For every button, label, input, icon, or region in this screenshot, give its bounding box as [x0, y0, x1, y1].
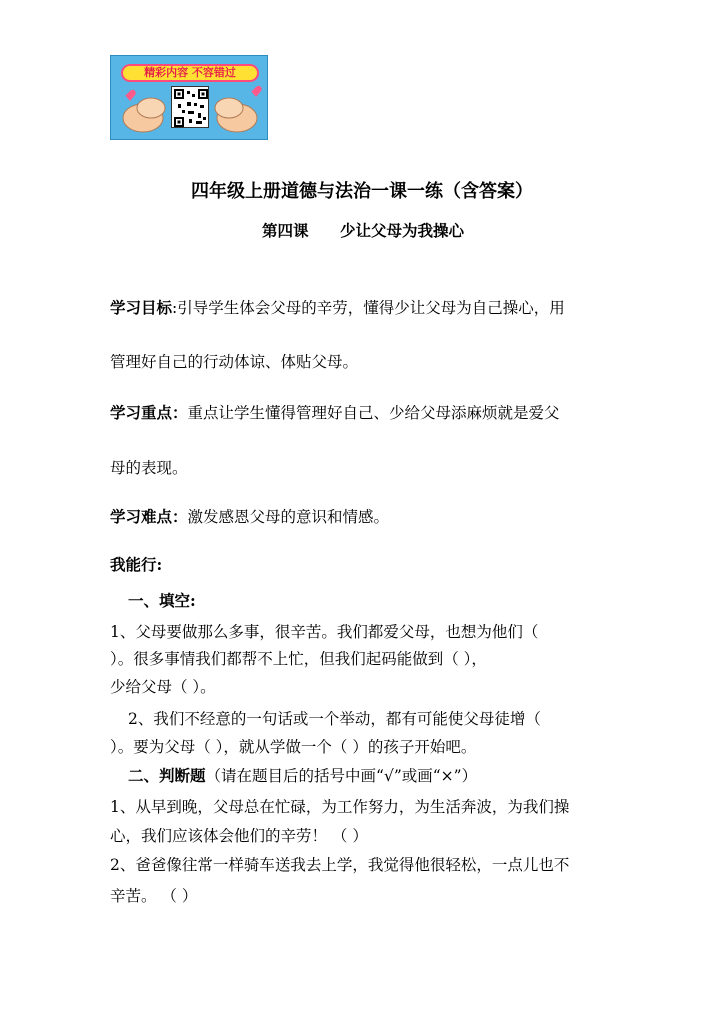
judge-q1-line1: 1、从早到晚，父母总在忙碌，为工作努力，为生活奔波，为我们操: [110, 798, 570, 816]
fill-q2-line2: ）。要为父母（ ），就从学做一个（ ）的孩子开始吧。: [110, 738, 477, 756]
judge-instruction: （请在题目后的括号中画“√”或画“×”）: [205, 767, 478, 785]
judge-q2-line1: 2、爸爸像往常一样骑车送我去上学，我觉得他很轻松，一点儿也不: [110, 856, 570, 874]
lesson-title: 少让父母为我操心: [340, 221, 465, 240]
goal-line-1: [110, 298, 565, 318]
fill-q1-line3: 少给父母（ ）。: [110, 678, 216, 696]
goal-text: :引导学生体会父母的辛劳，懂得少让父母为自己操心，用: [172, 299, 565, 317]
promo-banner: [110, 55, 268, 140]
key-line-2: 母的表现。: [110, 459, 188, 477]
promo-label: 精彩内容 不容错过: [121, 64, 259, 82]
key-line-1: [110, 403, 560, 423]
key-label: 学习重点：: [110, 403, 188, 422]
key-text: 重点让学生懂得管理好自己、少给父母添麻烦就是爱父: [187, 404, 560, 422]
goal-line-2: 管理好自己的行动体谅、体贴父母。: [110, 353, 359, 371]
fill-heading: 一、填空:: [128, 591, 196, 610]
qr-code[interactable]: [171, 86, 209, 128]
difficulty-label: 学习难点：: [110, 507, 188, 526]
judge-heading: 二、判断题: [128, 766, 206, 785]
judge-heading-line: [128, 766, 477, 786]
judge-q1-line2: 心，我们应该体会他们的辛劳！ （ ）: [110, 827, 368, 845]
difficulty-line: [110, 507, 389, 527]
lesson-number: 第四课: [262, 221, 309, 240]
judge-q2-line2: 辛苦。 （ ）: [110, 887, 198, 905]
fill-q2-line1: 2、我们不经意的一句话或一个举动，都有可能使父母徒增（: [128, 710, 541, 728]
goal-label: 学习目标: [110, 298, 173, 317]
exercises-heading: 我能行:: [110, 555, 163, 574]
page-title: 四年级上册道德与法治一课一练（含答案）: [191, 181, 533, 202]
difficulty-text: 激发感恩父母的意识和情感。: [187, 508, 390, 526]
fill-q1-line1: 1、父母要做那么多事，很辛苦。我们都爱父母，也想为他们（: [110, 623, 539, 641]
fill-q1-line2: ）。很多事情我们都帮不上忙，但我们起码能做到（ ），: [110, 650, 487, 668]
